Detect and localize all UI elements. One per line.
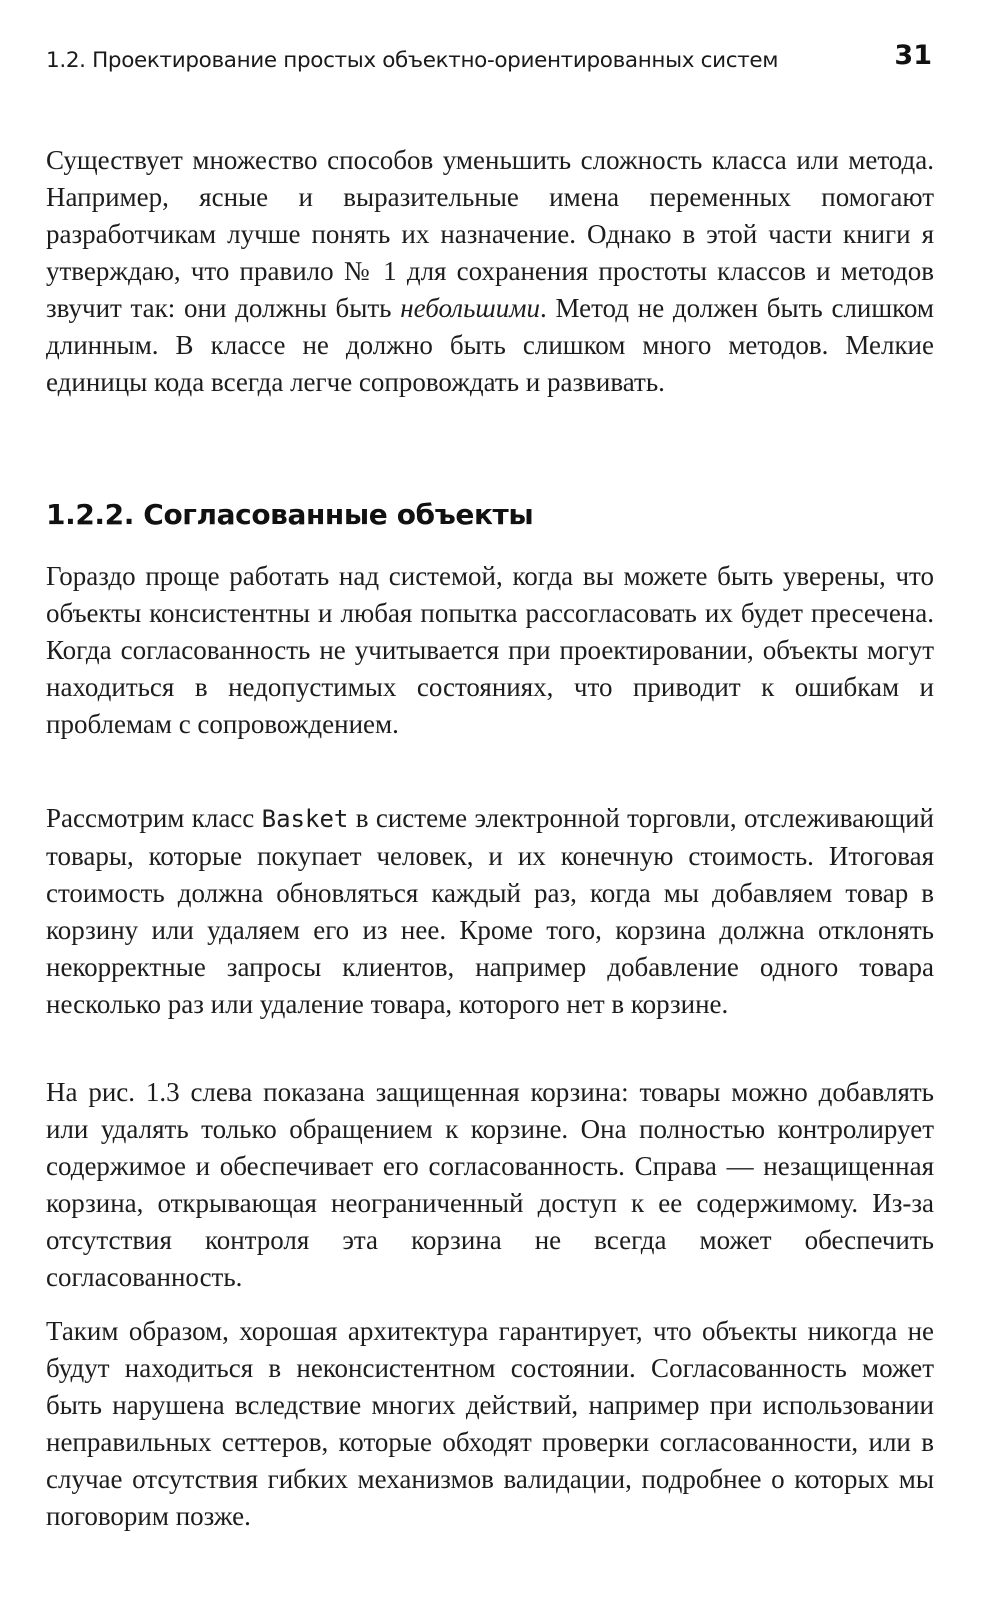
paragraph-figure-reference: На рис. 1.3 слева показана защищенная корзина: товары можно добавлять или удалять только обращением к корзине. Она полностью контролирует содержимое и обеспечивает его согласованность. Справа — незащищенная корзина, открывающая неограниченный доступ к ее содержимому. Из-за отсутствия контроля эта корзина не всегда может обеспечить согласованность.: [46, 1077, 934, 1292]
paragraph-class-size: [46, 142, 934, 401]
page-number: 31: [894, 40, 932, 71]
paragraph-conclusion: Таким образом, хорошая архитектура гарантирует, что объекты никогда не будут находиться в неконсистентном состоянии. Согласованность может быть нарушена вследствие многих действий, например при использовании неправильных сеттеров, которые обходят проверки согласованности, или в случае отсутствия гибких механизмов валидации, подробнее о которых мы поговорим позже.: [46, 1316, 934, 1531]
section-heading: 1.2.2. Согласованные объекты: [46, 498, 534, 531]
running-header: [46, 40, 932, 80]
paragraph-text: . Метод не должен быть слишком длинным. В классе не должно быть слишком много методов. Мелкие единицы кода всегда легче сопровождать и развивать.: [46, 293, 934, 397]
code-basket: Basket: [261, 805, 349, 833]
paragraph-consistency-intro: Гораздо проще работать над системой, когда вы можете быть уверены, что объекты консистентны и любая попытка рассогласовать их будет пресечена. Когда согласованность не учитывается при проектировании, объекты могут находиться в недопустимых состояниях, что приводит к ошибкам и проблемам с сопровождением.: [46, 561, 934, 739]
paragraph-text: в системе электронной торговли, отслеживающий товары, которые покупает человек, и их конечную стоимость. Итоговая стоимость должна обновляться каждый раз, когда мы добавляем товар в корзину или удаляем его из нее. Кроме того, корзина должна отклонять некорректные запросы клиентов, например добавление одного товара несколько раз или удаление товара, которого нет в корзине.: [46, 803, 935, 1019]
paragraph-text: Существует множество способов уменьшить сложность класса или метода. Например, ясные и выразительные имена переменных помогают разработчикам лучше понять их назначение. Однако в этой части книги я утверждаю, что правило № 1 для сохранения простоты классов и методов звучит так: они должны быть: [46, 145, 934, 323]
paragraph-basket-example: [46, 800, 934, 1023]
paragraph-text: Рассмотрим класс: [46, 803, 262, 833]
running-title: 1.2. Проектирование простых объектно-ориентированных систем: [46, 48, 779, 73]
emphasis-small: небольшими: [400, 293, 540, 323]
